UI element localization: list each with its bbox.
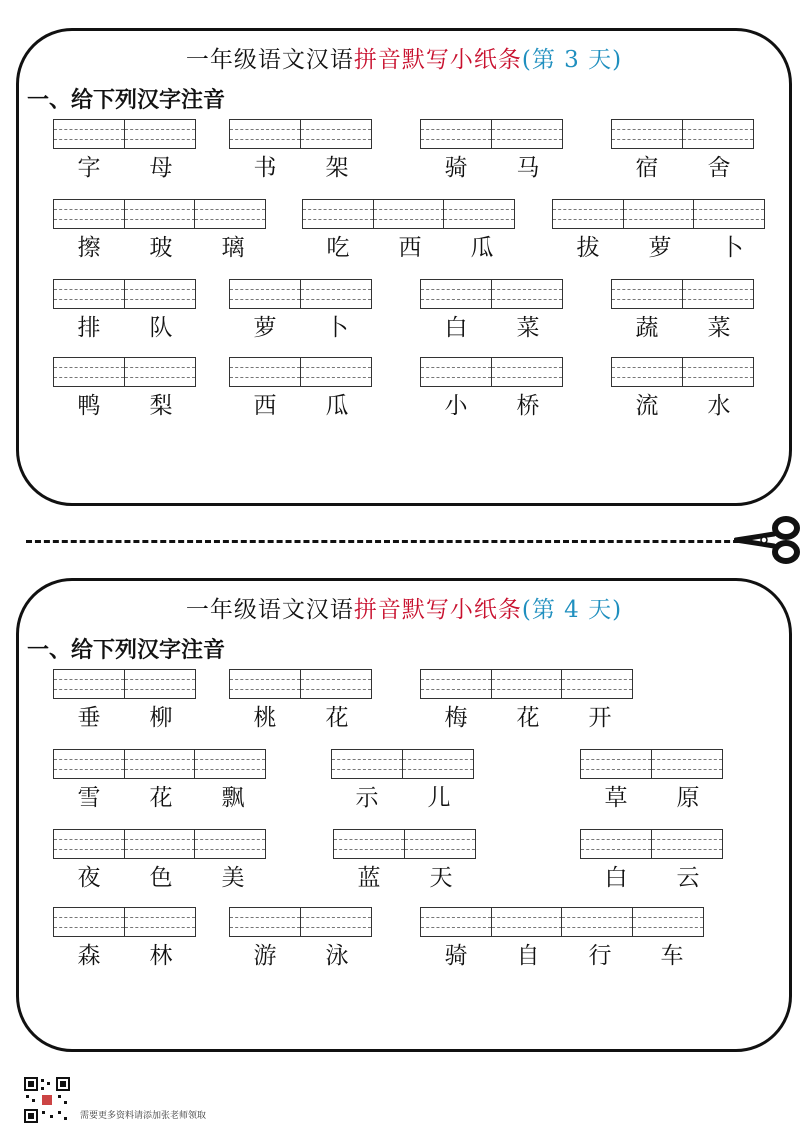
hanzi-row xyxy=(53,783,269,813)
pinyin-box-group xyxy=(53,749,269,779)
hanzi-row xyxy=(420,313,564,343)
word-item xyxy=(580,749,724,813)
pinyin-writing-box[interactable] xyxy=(420,357,492,387)
hanzi-char: 队 xyxy=(149,315,173,341)
hanzi-char: 垂 xyxy=(77,705,101,731)
hanzi-char: 母 xyxy=(149,155,173,181)
hanzi-char: 架 xyxy=(325,155,349,181)
word-item xyxy=(229,357,373,421)
pinyin-box-group xyxy=(580,829,724,859)
hanzi-char: 示 xyxy=(355,785,379,811)
pinyin-writing-box[interactable] xyxy=(124,669,196,699)
day3-title xyxy=(19,41,789,74)
hanzi-char: 美 xyxy=(221,865,245,891)
hanzi-char: 骑 xyxy=(444,155,468,181)
pinyin-writing-box[interactable] xyxy=(124,279,196,309)
pinyin-writing-box[interactable] xyxy=(580,749,652,779)
pinyin-writing-box[interactable] xyxy=(229,279,301,309)
hanzi-row xyxy=(302,233,518,263)
hanzi-row xyxy=(420,941,708,971)
hanzi-char: 林 xyxy=(149,943,173,969)
hanzi-char: 原 xyxy=(676,785,700,811)
pinyin-box-group xyxy=(229,357,373,387)
hanzi-row xyxy=(53,313,197,343)
pinyin-writing-box[interactable] xyxy=(53,749,125,779)
hanzi-char: 梨 xyxy=(149,393,173,419)
pinyin-box-group xyxy=(229,119,373,149)
hanzi-char: 花 xyxy=(516,705,540,731)
word-item xyxy=(611,357,755,421)
pinyin-box-group xyxy=(420,907,708,937)
pinyin-writing-box[interactable] xyxy=(682,357,754,387)
word-item xyxy=(53,357,197,421)
word-item xyxy=(611,119,755,183)
pinyin-box-group xyxy=(420,279,564,309)
hanzi-char: 菜 xyxy=(516,315,540,341)
day4-instruction: 一、给下列汉字注音 xyxy=(27,638,226,663)
hanzi-char: 萝 xyxy=(648,235,672,261)
pinyin-writing-box[interactable] xyxy=(194,749,266,779)
hanzi-char: 梅 xyxy=(444,705,468,731)
hanzi-char: 夜 xyxy=(77,865,101,891)
pinyin-writing-box[interactable] xyxy=(333,829,405,859)
pinyin-writing-box[interactable] xyxy=(302,199,374,229)
pinyin-box-group xyxy=(552,199,768,229)
pinyin-writing-box[interactable] xyxy=(229,907,301,937)
pinyin-writing-box[interactable] xyxy=(53,669,125,699)
hanzi-row xyxy=(53,703,197,733)
pinyin-box-group xyxy=(580,749,724,779)
day4-title-blue: (第 4 天) xyxy=(521,597,623,623)
word-item xyxy=(229,907,373,971)
word-item xyxy=(53,119,197,183)
pinyin-writing-box[interactable] xyxy=(420,669,492,699)
pinyin-writing-box[interactable] xyxy=(682,119,754,149)
hanzi-char: 流 xyxy=(635,393,659,419)
pinyin-writing-box[interactable] xyxy=(402,749,474,779)
footer-text: 需要更多资料请添加张老师领取 xyxy=(80,1111,207,1121)
pinyin-writing-box[interactable] xyxy=(443,199,515,229)
pinyin-writing-box[interactable] xyxy=(611,357,683,387)
pinyin-box-group xyxy=(229,279,373,309)
hanzi-char: 花 xyxy=(149,785,173,811)
pinyin-writing-box[interactable] xyxy=(300,669,372,699)
hanzi-row xyxy=(333,863,477,893)
hanzi-char: 西 xyxy=(398,235,422,261)
hanzi-char: 花 xyxy=(325,705,349,731)
word-item xyxy=(229,119,373,183)
hanzi-char: 水 xyxy=(707,393,731,419)
hanzi-char: 森 xyxy=(77,943,101,969)
pinyin-box-group xyxy=(53,199,269,229)
pinyin-box-group xyxy=(53,119,197,149)
hanzi-char: 西 xyxy=(253,393,277,419)
hanzi-row xyxy=(229,391,373,421)
pinyin-writing-box[interactable] xyxy=(693,199,765,229)
hanzi-row xyxy=(552,233,768,263)
day4-title-black: 一年级语文汉语 xyxy=(185,597,354,623)
hanzi-row xyxy=(420,391,564,421)
pinyin-writing-box[interactable] xyxy=(229,357,301,387)
hanzi-char: 白 xyxy=(444,315,468,341)
pinyin-box-group xyxy=(331,749,475,779)
word-item xyxy=(611,279,755,343)
pinyin-writing-box[interactable] xyxy=(331,749,403,779)
hanzi-char: 璃 xyxy=(221,235,245,261)
pinyin-writing-box[interactable] xyxy=(561,907,633,937)
pinyin-writing-box[interactable] xyxy=(420,907,492,937)
hanzi-char: 书 xyxy=(253,155,277,181)
hanzi-char: 蔬 xyxy=(635,315,659,341)
pinyin-box-group xyxy=(229,907,373,937)
hanzi-char: 色 xyxy=(149,865,173,891)
hanzi-char: 天 xyxy=(429,865,453,891)
hanzi-char: 字 xyxy=(77,155,101,181)
hanzi-char: 菜 xyxy=(707,315,731,341)
pinyin-writing-box[interactable] xyxy=(300,119,372,149)
qr-code-icon xyxy=(24,1077,70,1123)
hanzi-char: 蓝 xyxy=(357,865,381,891)
pinyin-box-group xyxy=(420,357,564,387)
word-item xyxy=(420,907,708,971)
hanzi-char: 宿 xyxy=(635,155,659,181)
pinyin-box-group xyxy=(611,279,755,309)
pinyin-writing-box[interactable] xyxy=(420,119,492,149)
pinyin-writing-box[interactable] xyxy=(53,907,125,937)
pinyin-box-group xyxy=(53,907,197,937)
word-item xyxy=(229,669,373,733)
word-item xyxy=(420,279,564,343)
hanzi-row xyxy=(53,863,269,893)
pinyin-box-group xyxy=(420,669,636,699)
hanzi-char: 白 xyxy=(604,865,628,891)
pinyin-writing-box[interactable] xyxy=(491,357,563,387)
pinyin-box-group xyxy=(53,357,197,387)
pinyin-box-group xyxy=(611,119,755,149)
word-item xyxy=(552,199,768,263)
pinyin-writing-box[interactable] xyxy=(124,357,196,387)
word-item xyxy=(333,829,477,893)
pinyin-writing-box[interactable] xyxy=(552,199,624,229)
pinyin-writing-box[interactable] xyxy=(611,119,683,149)
hanzi-char: 骑 xyxy=(444,943,468,969)
pinyin-writing-box[interactable] xyxy=(53,357,125,387)
pinyin-box-group xyxy=(53,279,197,309)
hanzi-row xyxy=(53,153,197,183)
pinyin-writing-box[interactable] xyxy=(124,119,196,149)
hanzi-char: 桥 xyxy=(516,393,540,419)
hanzi-row xyxy=(53,941,197,971)
pinyin-writing-box[interactable] xyxy=(580,829,652,859)
pinyin-writing-box[interactable] xyxy=(420,279,492,309)
scissors-icon xyxy=(734,514,800,566)
word-item xyxy=(420,119,564,183)
pinyin-writing-box[interactable] xyxy=(229,119,301,149)
pinyin-box-group xyxy=(420,119,564,149)
hanzi-char: 萝 xyxy=(253,315,277,341)
pinyin-writing-box[interactable] xyxy=(651,749,723,779)
word-item xyxy=(53,199,269,263)
word-item xyxy=(420,357,564,421)
pinyin-box-group xyxy=(302,199,518,229)
hanzi-row xyxy=(420,703,636,733)
word-item xyxy=(53,829,269,893)
word-item xyxy=(53,669,197,733)
word-item xyxy=(53,279,197,343)
hanzi-char: 泳 xyxy=(325,943,349,969)
hanzi-row xyxy=(53,233,269,263)
hanzi-char: 儿 xyxy=(427,785,451,811)
pinyin-writing-box[interactable] xyxy=(623,199,695,229)
hanzi-char: 自 xyxy=(516,943,540,969)
hanzi-char: 云 xyxy=(676,865,700,891)
word-item xyxy=(302,199,518,263)
pinyin-writing-box[interactable] xyxy=(194,829,266,859)
day3-instruction: 一、给下列汉字注音 xyxy=(27,88,226,113)
hanzi-char: 鸭 xyxy=(77,393,101,419)
pinyin-box-group xyxy=(611,357,755,387)
hanzi-char: 车 xyxy=(660,943,684,969)
word-item xyxy=(420,669,636,733)
hanzi-char: 马 xyxy=(516,155,540,181)
hanzi-row xyxy=(580,783,724,813)
hanzi-char: 瓜 xyxy=(470,235,494,261)
hanzi-char: 吃 xyxy=(326,235,350,261)
hanzi-char: 行 xyxy=(588,943,612,969)
cut-line xyxy=(26,540,748,543)
pinyin-writing-box[interactable] xyxy=(300,357,372,387)
hanzi-char: 擦 xyxy=(77,235,101,261)
day3-card xyxy=(16,28,792,506)
hanzi-char: 雪 xyxy=(77,785,101,811)
hanzi-row xyxy=(420,153,564,183)
pinyin-writing-box[interactable] xyxy=(491,669,563,699)
hanzi-char: 排 xyxy=(77,315,101,341)
pinyin-writing-box[interactable] xyxy=(53,829,125,859)
hanzi-row xyxy=(229,153,373,183)
hanzi-row xyxy=(611,153,755,183)
pinyin-box-group xyxy=(333,829,477,859)
day3-title-blue: (第 3 天) xyxy=(521,47,623,73)
word-item xyxy=(53,749,269,813)
pinyin-writing-box[interactable] xyxy=(124,829,196,859)
word-item xyxy=(331,749,475,813)
pinyin-box-group xyxy=(53,829,269,859)
pinyin-writing-box[interactable] xyxy=(491,279,563,309)
hanzi-char: 游 xyxy=(253,943,277,969)
hanzi-char: 卜 xyxy=(325,315,349,341)
hanzi-row xyxy=(331,783,475,813)
hanzi-char: 瓜 xyxy=(325,393,349,419)
pinyin-writing-box[interactable] xyxy=(632,907,704,937)
pinyin-writing-box[interactable] xyxy=(124,199,196,229)
pinyin-writing-box[interactable] xyxy=(651,829,723,859)
pinyin-writing-box[interactable] xyxy=(561,669,633,699)
pinyin-writing-box[interactable] xyxy=(300,907,372,937)
hanzi-row xyxy=(229,313,373,343)
pinyin-writing-box[interactable] xyxy=(194,199,266,229)
word-item xyxy=(229,279,373,343)
hanzi-char: 飘 xyxy=(221,785,245,811)
pinyin-writing-box[interactable] xyxy=(53,119,125,149)
word-item xyxy=(53,907,197,971)
day4-card xyxy=(16,578,792,1052)
hanzi-char: 拔 xyxy=(576,235,600,261)
hanzi-char: 玻 xyxy=(149,235,173,261)
pinyin-writing-box[interactable] xyxy=(229,669,301,699)
pinyin-writing-box[interactable] xyxy=(124,749,196,779)
hanzi-char: 草 xyxy=(604,785,628,811)
pinyin-box-group xyxy=(229,669,373,699)
pinyin-writing-box[interactable] xyxy=(404,829,476,859)
pinyin-writing-box[interactable] xyxy=(373,199,445,229)
hanzi-char: 小 xyxy=(444,393,468,419)
pinyin-writing-box[interactable] xyxy=(300,279,372,309)
hanzi-char: 桃 xyxy=(253,705,277,731)
word-item xyxy=(580,829,724,893)
hanzi-row xyxy=(611,313,755,343)
hanzi-char: 开 xyxy=(588,705,612,731)
pinyin-writing-box[interactable] xyxy=(682,279,754,309)
hanzi-row xyxy=(229,941,373,971)
pinyin-writing-box[interactable] xyxy=(611,279,683,309)
day4-title-red: 拼音默写小纸条 xyxy=(353,597,522,623)
hanzi-char: 舍 xyxy=(707,155,731,181)
hanzi-char: 柳 xyxy=(149,705,173,731)
hanzi-row xyxy=(611,391,755,421)
pinyin-writing-box[interactable] xyxy=(53,199,125,229)
pinyin-writing-box[interactable] xyxy=(53,279,125,309)
hanzi-row xyxy=(580,863,724,893)
hanzi-char: 卜 xyxy=(720,235,744,261)
day3-title-red: 拼音默写小纸条 xyxy=(353,47,522,73)
pinyin-writing-box[interactable] xyxy=(491,907,563,937)
hanzi-row xyxy=(229,703,373,733)
pinyin-writing-box[interactable] xyxy=(124,907,196,937)
day3-title-black: 一年级语文汉语 xyxy=(185,47,354,73)
pinyin-box-group xyxy=(53,669,197,699)
pinyin-writing-box[interactable] xyxy=(491,119,563,149)
hanzi-row xyxy=(53,391,197,421)
day4-title xyxy=(19,591,789,624)
